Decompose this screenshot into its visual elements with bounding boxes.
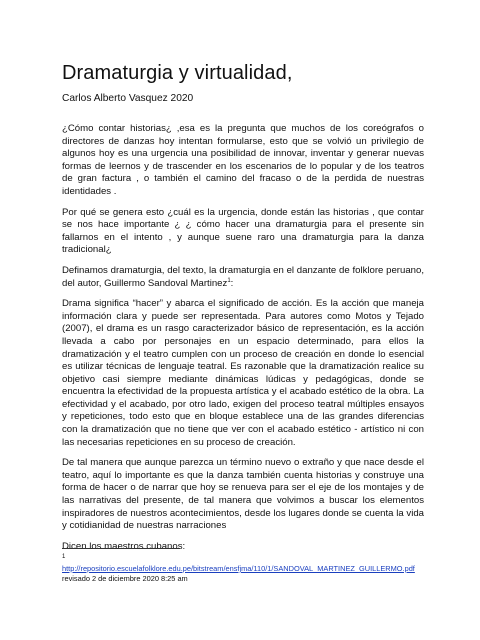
document-title: Dramaturgia y virtualidad,	[62, 62, 293, 84]
document-body	[62, 123, 424, 561]
author-line: Carlos Alberto Vasquez 2020	[62, 93, 194, 104]
footnote-note: revisado 2 de diciembre 2020 8:25 am	[62, 574, 188, 583]
paragraph-6: Dicen los maestros cubanos:	[62, 540, 186, 552]
paragraph-2: Por qué se genera esto ¿cuál es la urgencia, donde están las historias , que contar se nos hace importante ¿ ¿ cómo hacer una dramaturgia para el presente sin fallarnos en el intento , y aunque suene raro una dramaturgia para la danza tradicional¿	[62, 206, 424, 256]
footnote-number: 1	[62, 554, 66, 560]
paragraph-4: Drama significa “hacer” y abarca el significado de acción. Es la acción que maneja información clara y puede ser representada. Para autores como Motos y Tejado (2007), el drama es un rasgo caracterizador básico de representación, es la acción llevada a cabo por personajes en un espacio determinado, para ellos la dramatización y el teatro cumplen con un proceso de creación en donde lo esencial es utilizar técnicas de lenguaje teatral. Es razonable que la dramatización realice su objetivo casi siempre mediante dinámicas lúdicas y pedagógicas, donde se encuentra la efectividad de la propuesta artística y el acabado estético de la obra. La efectividad y el acabado, por otro lado, exigen del proceso teatral múltiples ensayos y repeticiones, todo esto que en bloque establece una de las grandes diferencias con la dramatización que no tiene que ver con el acabado estético - artístico ni con las necesarias repeticiones en su proceso de creación.	[62, 298, 424, 448]
paragraph-1: ¿Cómo contar historias¿ ,esa es la pregunta que muchos de los coreógrafos o directores de danzas hoy intentan formularse, esto que se volvió un privilegio de algunos hoy es una urgencia una posibilidad de innovar, inventar y generar nuevas formas de leernos y de trascender en los escenarios de lo popular y de los teatros de gran factura , o también el camino del fracaso o de la perdida de nuestras identidades .	[62, 123, 424, 197]
paragraph-5: De tal manera que aunque parezca un término nuevo o extraño y que nace desde el teatro, aquí lo importante es que la danza también cuenta historias y construye una forma de hacer o de narrar que hoy se renueva para ser el eje de los montajes y de las narrativas del presente, de tal manera que volvimos a buscar los elementos inspiradores de nuestros acontecimientos, desde los lugares donde se cuenta la vida y cotidianidad de nuestras narraciones	[62, 457, 424, 532]
paragraph-3-text: Definamos dramaturgia, del texto, la dramaturgia en el danzante de folklore peruano, del autor, Guillermo Sandoval Martinez	[62, 264, 424, 289]
footnote	[62, 564, 424, 584]
footnote-link[interactable]: http://repositorio.escuelafolklore.edu.pe/bitstream/ensfjma/110/1/SANDOVAL_MARTINEZ_GUILLERMO.pdf	[62, 564, 415, 573]
paragraph-3: Definamos dramaturgia, del texto, la dramaturgia en el danzante de folklore peruano, del autor, Guillermo Sandoval Martinez$^1$:	[62, 264, 424, 289]
footnote-separator	[62, 548, 180, 549]
footnote-reference[interactable]: 1	[227, 277, 231, 284]
